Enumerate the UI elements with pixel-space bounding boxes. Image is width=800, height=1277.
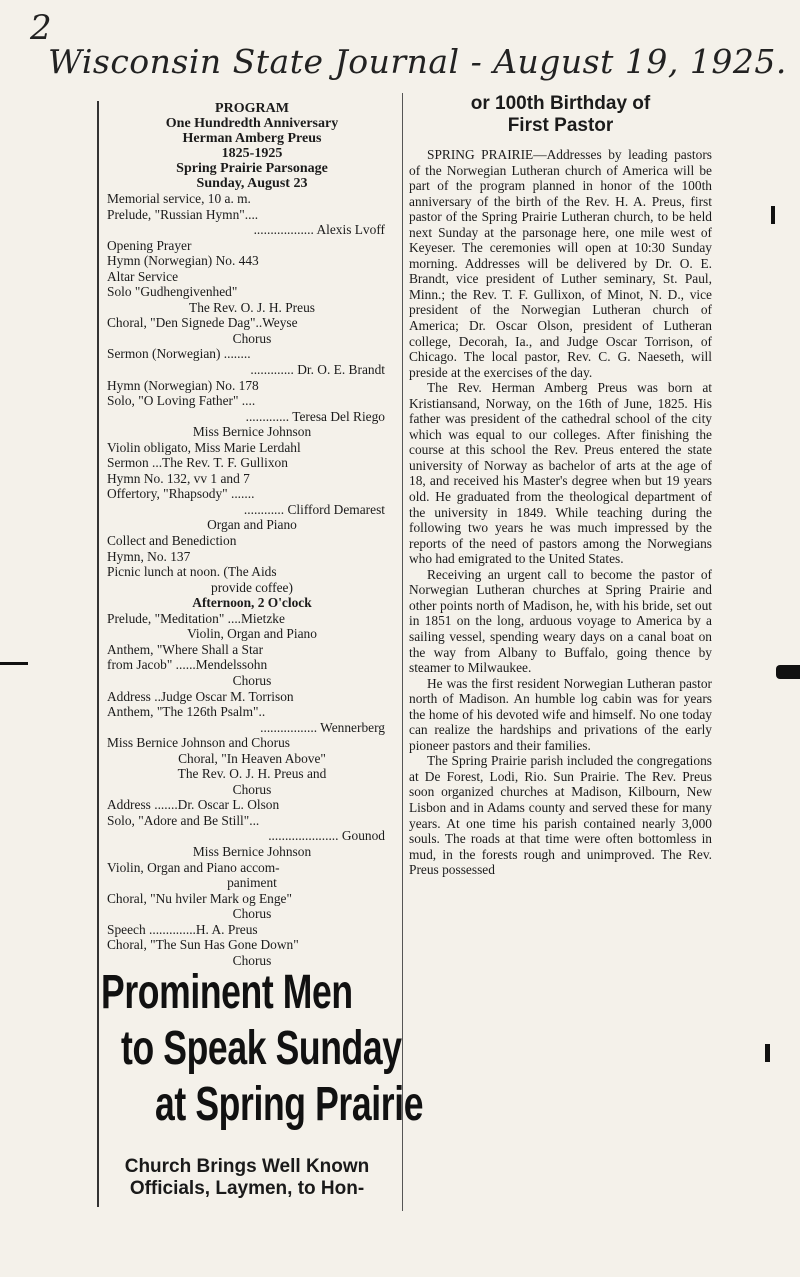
handwritten-title: Wisconsin State Journal - August 19, 1925.: [48, 42, 787, 81]
program-item: Miss Bernice Johnson: [192, 843, 312, 859]
program-item: ............. Dr. O. E. Brandt: [250, 362, 385, 378]
program-item: ................. Wennerberg: [260, 719, 385, 735]
article-paragraph: Receiving an urgent call to become the pastor of Norwegian Lutheran churches at Spring Prairie and other points north of Madison, he, with his bride, set out in 1851 on the long, arduous voyage to America by a sailing vessel, spending weary days on a canal boat on the way from Albany to Buffalo, going thence by steamer to Milwaukee.: [409, 566, 712, 676]
scan-mark-right: [771, 206, 775, 224]
subheadline: [97, 1156, 397, 1200]
program-item: Offertory, "Rhapsody" .......: [107, 486, 255, 502]
program-item: Hymn (Norwegian) No. 443: [107, 253, 259, 269]
headline-line: to Speak Sunday: [121, 1022, 402, 1075]
scan-mark-right: [776, 665, 800, 679]
article-paragraph: He was the first resident Norwegian Lutheran pastor north of Madison. An humble log cabin was for years the home of his devoted wife and himself. No one today can realize the hardships and privations of the early pioneer pastors and their families.: [409, 675, 712, 753]
program-item: ..................... Gounod: [268, 828, 385, 844]
program-item: Picnic lunch at noon. (The Aids: [107, 564, 277, 580]
scan-mark-left: [0, 662, 28, 665]
program-item: Altar Service: [107, 268, 179, 284]
headline-line: Prominent Men: [101, 966, 353, 1019]
program-item: Address .......Dr. Oscar L. Olson: [107, 797, 280, 813]
program-item: Chorus: [232, 952, 272, 968]
program-subtitle: 1825-1925: [221, 146, 283, 161]
program-item: Hymn No. 132, vv 1 and 7: [107, 470, 250, 486]
program-item: Choral, "In Heaven Above": [178, 750, 326, 766]
program-item: Miss Bernice Johnson and Chorus: [107, 735, 290, 751]
program-item: Violin, Organ and Piano: [187, 626, 317, 642]
program-item: Anthem, "Where Shall a Star: [107, 641, 264, 657]
program-subtitle: Spring Prairie Parsonage: [176, 161, 328, 176]
headline-line: at Spring Prairie: [155, 1078, 424, 1131]
program-item: provide coffee): [211, 579, 293, 595]
program-heading: PROGRAM: [215, 101, 289, 116]
subhead-line: Church Brings Well Known: [124, 1156, 370, 1177]
article-column: [402, 93, 712, 1211]
article-headline: First Pastor: [507, 115, 614, 136]
program-item: Hymn, No. 137: [107, 548, 191, 564]
program-item: Choral, "The Sun Has Gone Down": [107, 937, 299, 953]
program-item: Choral, "Den Signede Dag"..Weyse: [107, 315, 298, 331]
program-item: The Rev. O. J. H. Preus and: [177, 766, 327, 782]
program-item: Solo "Gudhengivenhed": [107, 284, 238, 300]
program-item: Chorus: [232, 906, 272, 922]
program-item: Miss Bernice Johnson: [192, 424, 312, 440]
program-item: Anthem, "The 126th Psalm"..: [107, 704, 266, 720]
program-item: ............ Clifford Demarest: [243, 501, 385, 517]
program-item: Solo, "Adore and Be Still"...: [107, 812, 260, 828]
program-item: Collect and Benediction: [107, 533, 237, 549]
article-headline: or 100th Birthday of: [470, 93, 651, 114]
program-item: Hymn (Norwegian) No. 178: [107, 377, 259, 393]
article-paragraph: The Spring Prairie parish included the congregations at De Forest, Lodi, Rio. Sun Prairie. The Rev. Preus soon organized churches at Madison, Kilbourn, New Lisbon and in Adams county and served these for many years. At one time his parish contained nearly 3,000 souls. The roads at that time were often bottomless in mud, in the forests rough and unimproved. The Rev. Preus possessed: [409, 753, 712, 878]
program-item: paniment: [227, 875, 277, 891]
program-item: Chorus: [232, 330, 272, 346]
subhead-line: Officials, Laymen, to Hon-: [129, 1178, 365, 1199]
program-item: Sermon ...The Rev. T. F. Gullixon: [107, 455, 288, 471]
program-subtitle: Sunday, August 23: [196, 176, 308, 191]
program-item: .................. Alexis Lvoff: [253, 222, 385, 238]
program-item: Afternoon, 2 O'clock: [192, 595, 312, 611]
program-item: Solo, "O Loving Father" ....: [107, 393, 256, 409]
program-item: Speech ..............H. A. Preus: [107, 921, 258, 937]
program-item: Violin, Organ and Piano accom-: [107, 859, 280, 875]
program-item: Chorus: [232, 781, 272, 797]
headline: [97, 965, 424, 1133]
article-paragraph: The Rev. Herman Amberg Preus was born at Kristiansand, Norway, on the 16th of June, 1825. His father was president of the cathedral school of the city which was equal to our colleges. After finishing the course at this school the Rev. Preus entered the state university of Norway as bachelor of arts at the age of 18, and received his Master's degree when but 19 years old. He graduated from the theological department of the university in 1849. While teaching during the following two years he was much impressed by the reports of the need of pastors among the Norwegians who had emigrated to the United States.: [409, 380, 712, 567]
program-item: Choral, "Nu hviler Mark og Enge": [107, 890, 292, 906]
program-item: Chorus: [232, 672, 272, 688]
program-item: ............. Teresa Del Riego: [245, 408, 385, 424]
program-item: The Rev. O. J. H. Preus: [189, 299, 315, 315]
program-item: Opening Prayer: [107, 237, 192, 253]
program-item: from Jacob" ......Mendelssohn: [107, 657, 268, 673]
program-item: Address ..Judge Oscar M. Torrison: [107, 688, 294, 704]
page-number: 2: [30, 8, 52, 48]
program-item: Memorial service, 10 a. m.: [107, 191, 251, 206]
program-subtitle: Herman Amberg Preus: [182, 131, 322, 146]
program-item: Sermon (Norwegian) ........: [107, 346, 251, 362]
program-items: [107, 191, 397, 968]
program-subtitle: One Hundredth Anniversary: [165, 116, 339, 131]
program-item: Organ and Piano: [207, 517, 297, 533]
program-item: Prelude, "Meditation" ....Mietzke: [107, 610, 285, 626]
scan-mark-right: [765, 1044, 770, 1062]
program-item: Violin obligato, Miss Marie Lerdahl: [107, 439, 301, 455]
article-paragraph: SPRING PRAIRIE—Addresses by leading pastors of the Norwegian Lutheran church of America will be part of the program planned in honor of the 100th anniversary of the birth of the Rev. H. A. Preus, first pastor of the Spring Prairie Lutheran church, to be held next Sunday at the parsonage here, one mile west of Keyeser. The ceremonies will open at 10:30 Sunday morning. Addresses will be delivered by Dr. O. E. Brandt, vice president of Luther seminary, St. Paul, Minn.; the Rev. T. F. Gullixon, of Minot, N. D., vice president of the Norwegian Lutheran church of America; Dr. Oscar Olson, president of Lutheran college, Decorah, Ia., and Judge Oscar Torrison, of Chicago. The local pastor, Rev. C. G. Naeseth, will preside at the exercises of the day.: [409, 147, 712, 380]
program-item: Prelude, "Russian Hymn"....: [107, 206, 259, 222]
